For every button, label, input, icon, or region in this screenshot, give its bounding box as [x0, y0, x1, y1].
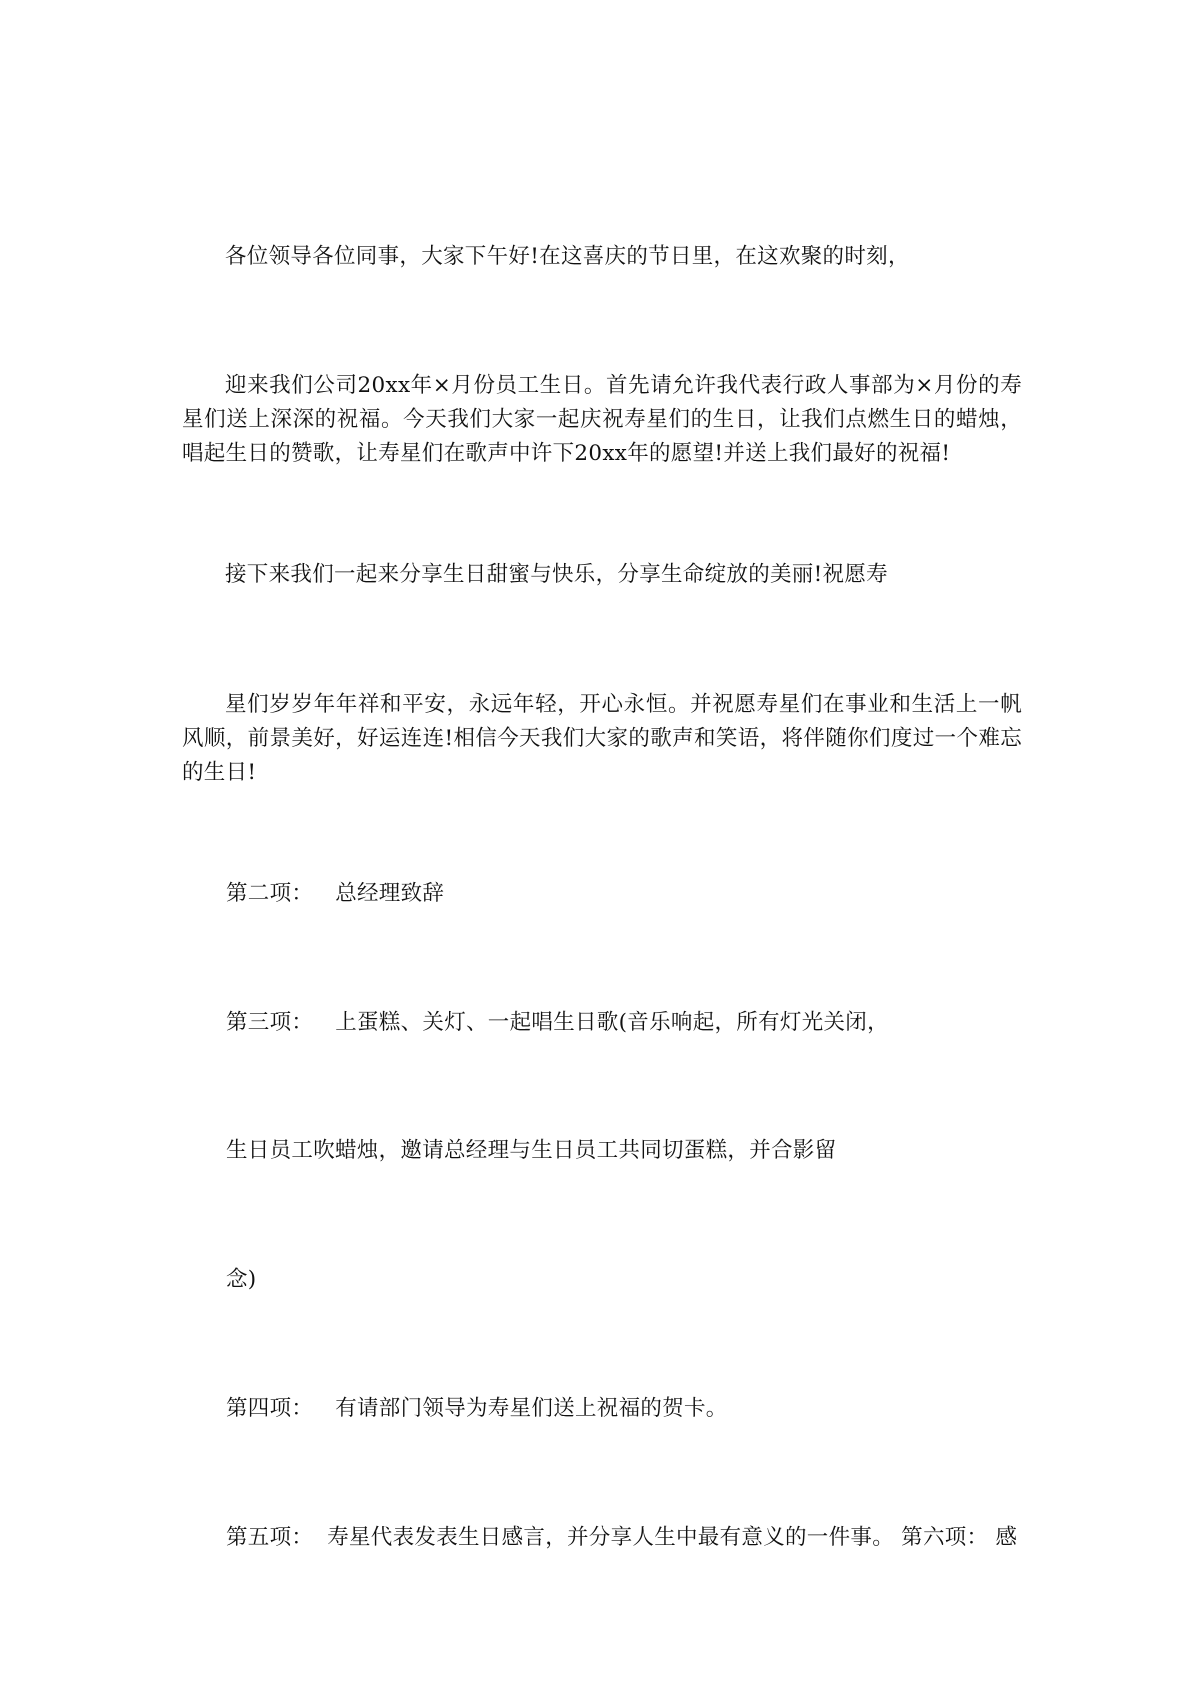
agenda-item-3-label: 第三项： — [226, 1010, 314, 1035]
agenda-item-5-text: 寿星代表发表生日感言，并分享人生中最有意义的一件事。 第六项： 感 — [327, 1525, 1018, 1550]
paragraph-share: 接下来我们一起来分享生日甜蜜与快乐，分享生命绽放的美丽!祝愿寿 — [225, 562, 888, 587]
agenda-item-3-text: 上蛋糕、关灯、一起唱生日歌(音乐响起，所有灯光关闭， — [335, 1010, 889, 1035]
agenda-item-5-label: 第五项： — [226, 1525, 314, 1550]
agenda-item-3-end: 念) — [226, 1267, 257, 1292]
paragraph-intro: 迎来我们公司20xx年×月份员工生日。首先请允许我代表行政人事部为×月份的寿星们送上深深的祝福。今天我们大家一起庆祝寿星们的生日，让我们点燃生日的蜡烛，唱起生日的赞歌，让寿星们在歌声中许下20xx年的愿望!并送上我们最好的祝福! — [182, 373, 1022, 466]
agenda-item-5 — [226, 1521, 1017, 1555]
agenda-item-2 — [226, 877, 444, 911]
agenda-item-3 — [226, 1006, 889, 1040]
paragraph-greeting: 各位领导各位同事，大家下午好!在这喜庆的节日里，在这欢聚的时刻， — [225, 244, 910, 269]
agenda-item-3-continued: 生日员工吹蜡烛，邀请总经理与生日员工共同切蛋糕，并合影留 — [226, 1138, 837, 1163]
agenda-item-4-label: 第四项： — [226, 1396, 314, 1421]
agenda-item-4 — [226, 1392, 728, 1426]
paragraph-wishes: 星们岁岁年年祥和平安，永远年轻，开心永恒。并祝愿寿星们在事业和生活上一帆风顺，前景美好，好运连连!相信今天我们大家的歌声和笑语，将伴随你们度过一个难忘的生日! — [182, 692, 1022, 785]
agenda-item-2-label: 第二项： — [226, 881, 314, 906]
agenda-item-4-text: 有请部门领导为寿星们送上祝福的贺卡。 — [335, 1396, 728, 1421]
agenda-item-2-text: 总经理致辞 — [335, 881, 445, 906]
